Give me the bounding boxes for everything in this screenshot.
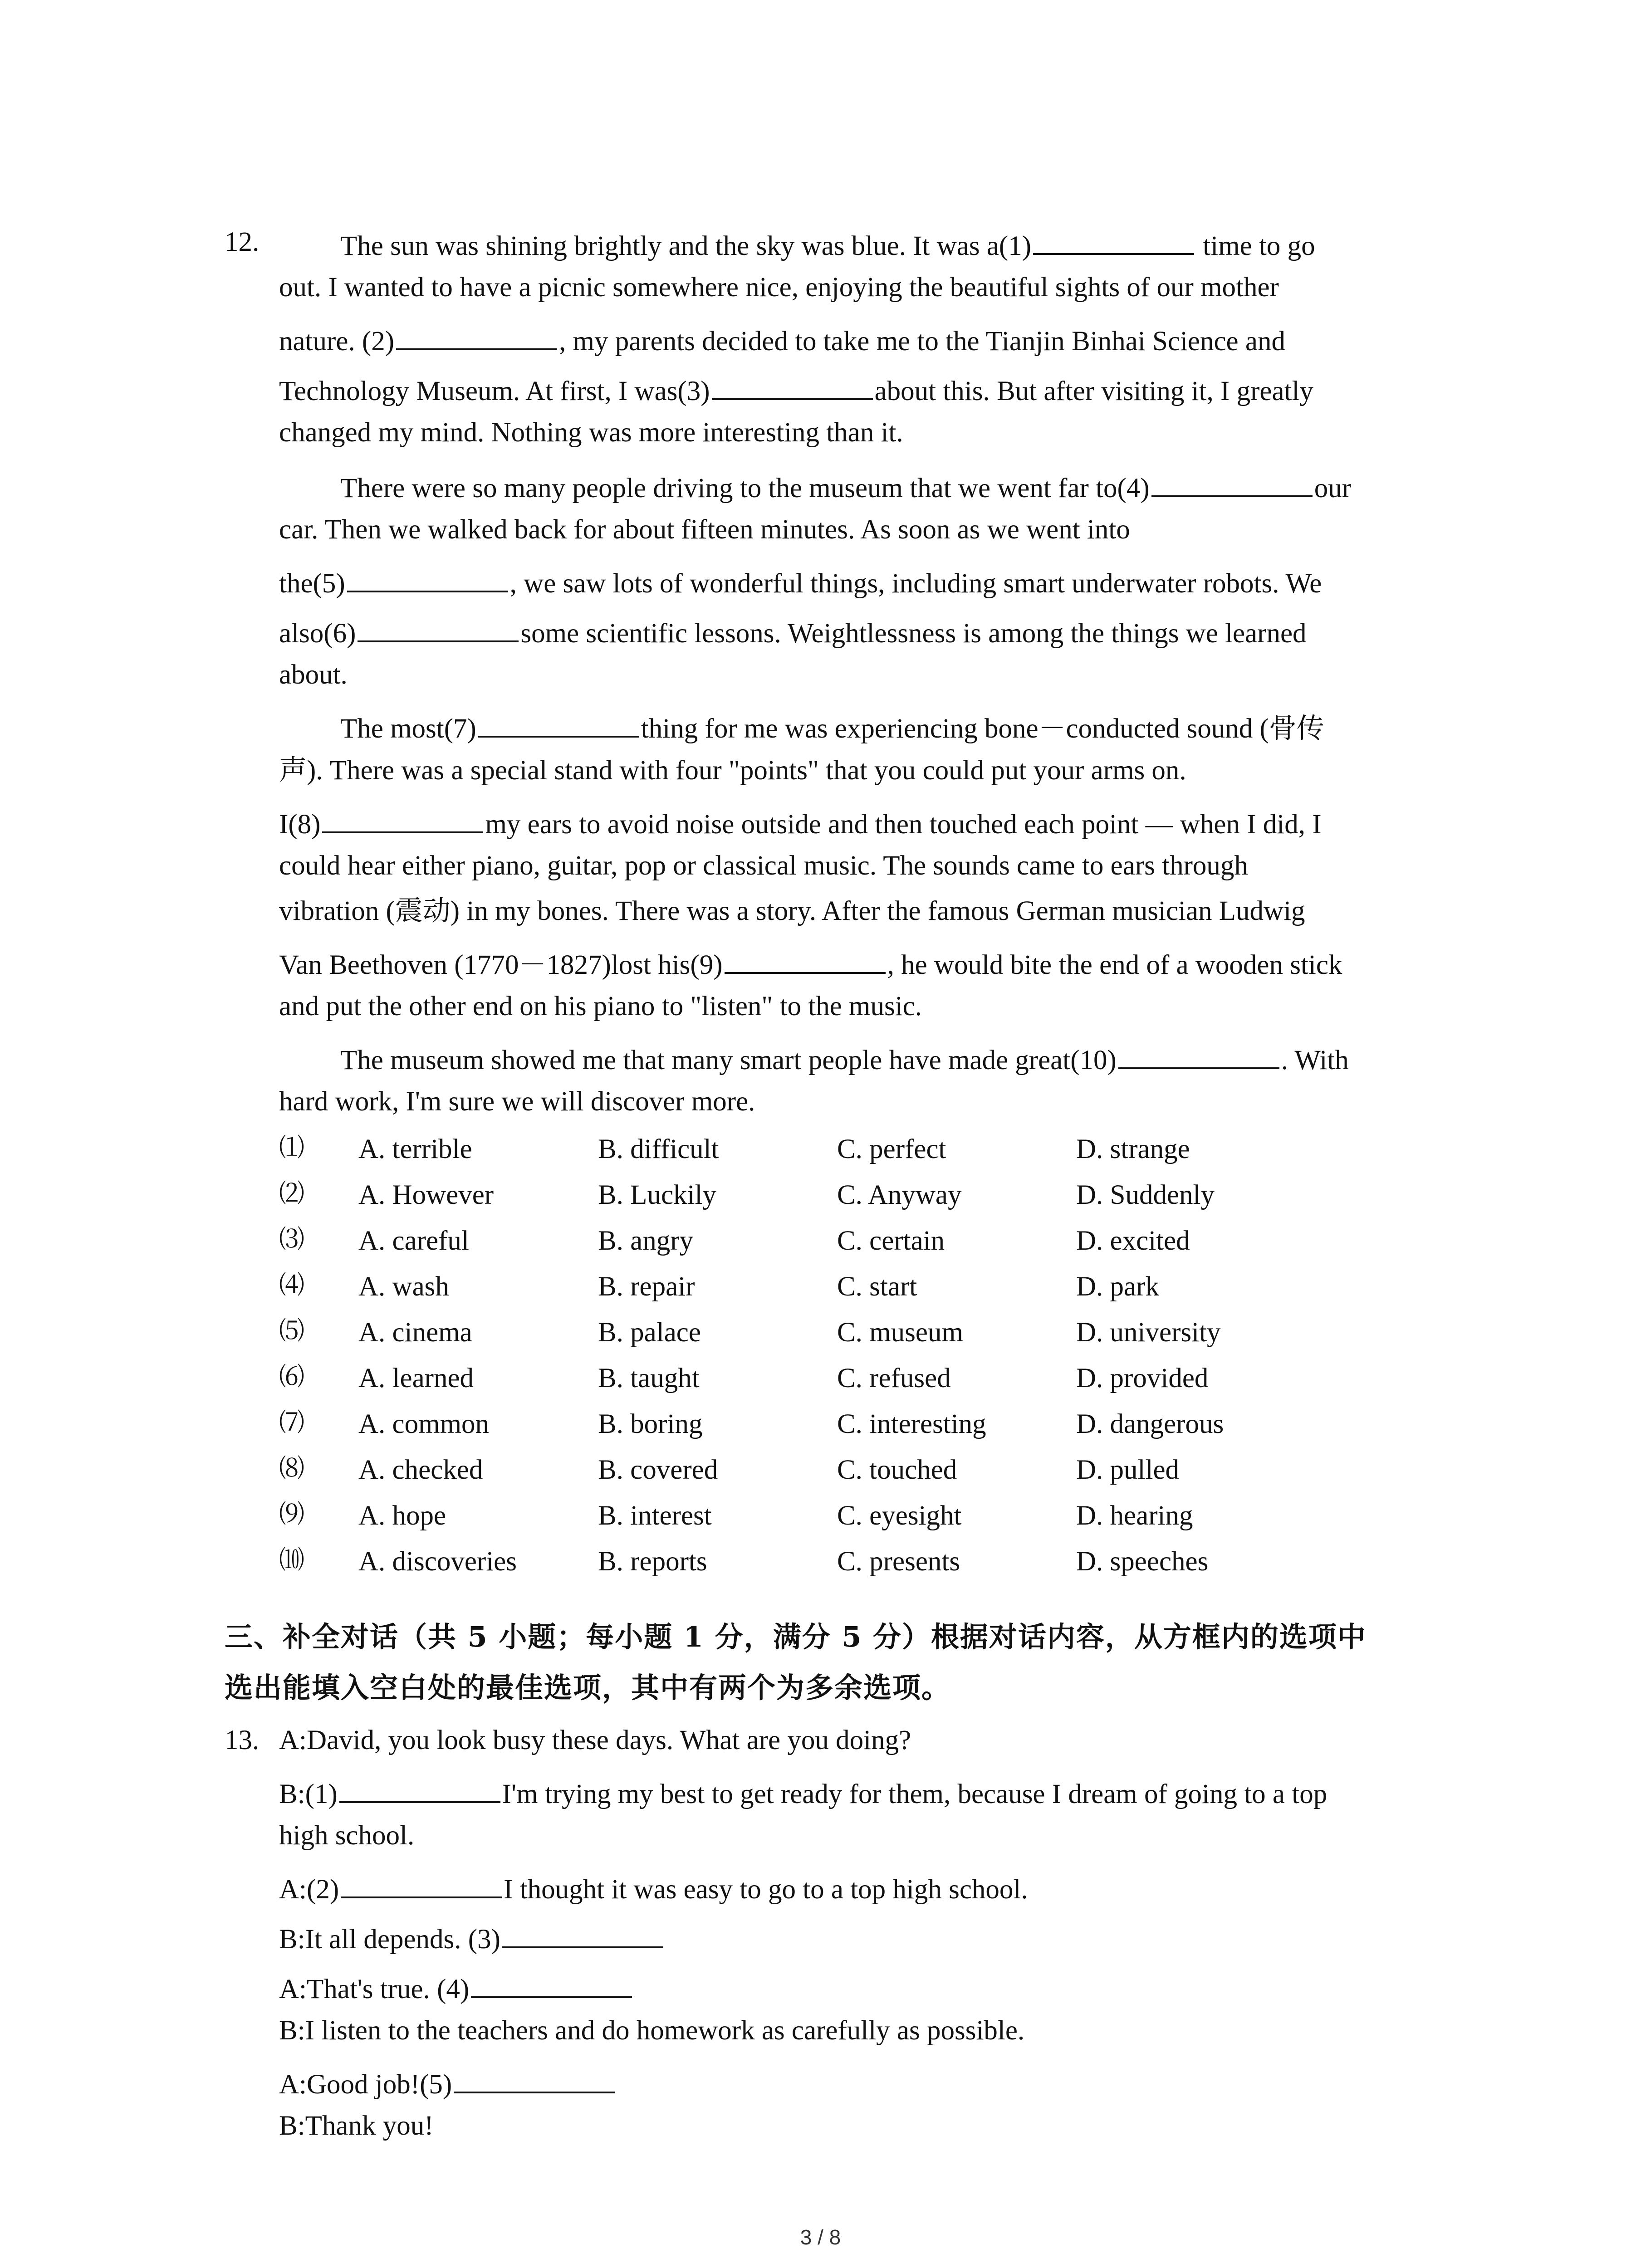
option-c[interactable]: C. start	[837, 1271, 917, 1302]
option-number: ⑹	[279, 1363, 304, 1391]
dialogue-line: A:(2) I thought it was easy to go to a top high school.	[279, 1872, 1028, 1903]
answer-blank[interactable]	[454, 2067, 615, 2093]
option-b[interactable]: B. interest	[598, 1501, 712, 1531]
answer-blank[interactable]	[358, 616, 519, 642]
passage-line: There were so many people driving to the museum that we went far to(4) our	[340, 470, 1351, 502]
answer-blank[interactable]	[1151, 470, 1313, 497]
dialogue-line: A:David, you look busy these days. What are you doing?	[279, 1725, 911, 1755]
passage-line: and put the other end on his piano to "listen" to the music.	[279, 991, 922, 1022]
passage-line: Van Beethoven (1770－1827)lost his(9) , he would bite the end of a wooden stick	[279, 947, 1342, 979]
option-b[interactable]: B. repair	[598, 1271, 695, 1302]
answer-blank[interactable]	[1118, 1042, 1279, 1069]
option-d[interactable]: D. strange	[1076, 1134, 1190, 1164]
passage-line: also(6) some scientific lessons. Weightlessness is among the things we learned	[279, 616, 1307, 647]
option-b[interactable]: B. boring	[598, 1409, 703, 1439]
option-number: ⑼	[279, 1501, 304, 1529]
option-number: ⑷	[279, 1271, 304, 1300]
dialogue-line: B:(1) I'm trying my best to get ready for them, because I dream of going to a top	[279, 1776, 1327, 1808]
option-d[interactable]: D. university	[1076, 1317, 1221, 1348]
dialogue-line: B:Thank you!	[279, 2111, 434, 2141]
option-number: ⑺	[279, 1409, 304, 1437]
answer-blank[interactable]	[322, 807, 483, 833]
option-a[interactable]: A. hope	[358, 1501, 446, 1531]
option-c[interactable]: C. presents	[837, 1546, 960, 1577]
passage-line: nature. (2) , my parents decided to take me to the Tianjin Binhai Science and	[279, 323, 1285, 355]
option-d[interactable]: D. dangerous	[1076, 1409, 1224, 1439]
passage-line: 声). There was a special stand with four "points" that you could put your arms on.	[279, 755, 1186, 786]
option-c[interactable]: C. refused	[837, 1363, 951, 1393]
option-a[interactable]: A. checked	[358, 1455, 483, 1485]
option-b[interactable]: B. reports	[598, 1546, 707, 1577]
option-c[interactable]: C. touched	[837, 1455, 957, 1485]
option-d[interactable]: D. pulled	[1076, 1455, 1180, 1485]
option-b[interactable]: B. taught	[598, 1363, 700, 1393]
option-d[interactable]: D. hearing	[1076, 1501, 1193, 1531]
passage-line: Technology Museum. At first, I was(3) about this. But after visiting it, I greatly	[279, 373, 1313, 405]
answer-blank[interactable]	[478, 711, 639, 738]
question-13-number: 13.	[225, 1725, 260, 1755]
option-number: ⑶	[279, 1226, 304, 1254]
passage-line: about.	[279, 660, 348, 690]
section-instructions: 选出能填入空白处的最佳选项，其中有两个为多余选项。	[225, 1671, 951, 1704]
option-d[interactable]: D. speeches	[1076, 1546, 1209, 1577]
option-number: ⑽	[279, 1546, 304, 1574]
option-b[interactable]: B. covered	[598, 1455, 718, 1485]
passage-line: changed my mind. Nothing was more interesting than it.	[279, 417, 903, 448]
dialogue-line: B:It all depends. (3)	[279, 1921, 665, 1953]
passage-line: the(5) , we saw lots of wonderful things, including smart underwater robots. We	[279, 566, 1322, 597]
section-heading: 三、补全对话（共 5 小题；每小题 1 分，满分 5 分）根据对话内容，从方框内的选项中	[225, 1620, 1367, 1653]
option-number: ⑴	[279, 1134, 304, 1162]
dialogue-line: A:Good job!(5)	[279, 2067, 617, 2098]
option-d[interactable]: D. park	[1076, 1271, 1159, 1302]
answer-blank[interactable]	[341, 1872, 502, 1898]
dialogue-line: A:That's true. (4)	[279, 1971, 634, 2003]
option-b[interactable]: B. palace	[598, 1317, 701, 1348]
option-number: ⑻	[279, 1455, 304, 1483]
option-c[interactable]: C. perfect	[837, 1134, 946, 1164]
passage-line: The most(7) thing for me was experiencing bone－conducted sound (骨传	[340, 711, 1324, 743]
question-12-number: 12.	[225, 227, 260, 257]
passage-line: The museum showed me that many smart people have made great(10) . With	[340, 1042, 1349, 1074]
option-c[interactable]: C. certain	[837, 1226, 945, 1256]
option-number: ⑵	[279, 1180, 304, 1208]
passage-line: I(8) my ears to avoid noise outside and then touched each point — when I did, I	[279, 807, 1322, 838]
passage-line: The sun was shining brightly and the sky was blue. It was a(1) time to go	[340, 228, 1315, 260]
option-a[interactable]: A. careful	[358, 1226, 469, 1256]
passage-line: hard work, I'm sure we will discover more.	[279, 1086, 755, 1117]
page-number: 3 / 8	[800, 2225, 841, 2249]
option-b[interactable]: B. angry	[598, 1226, 694, 1256]
answer-blank[interactable]	[712, 373, 873, 400]
passage-line: car. Then we walked back for about fifteen minutes. As soon as we went into	[279, 514, 1130, 545]
option-c[interactable]: C. interesting	[837, 1409, 986, 1439]
option-d[interactable]: D. Suddenly	[1076, 1180, 1215, 1210]
answer-blank[interactable]	[396, 323, 557, 350]
option-a[interactable]: A. However	[358, 1180, 494, 1210]
answer-blank[interactable]	[725, 947, 886, 974]
dialogue-line: high school.	[279, 1820, 415, 1851]
option-d[interactable]: D. excited	[1076, 1226, 1190, 1256]
answer-blank[interactable]	[339, 1776, 500, 1803]
dialogue-line: B:I listen to the teachers and do homework as carefully as possible.	[279, 2015, 1025, 2046]
passage-line: out. I wanted to have a picnic somewhere nice, enjoying the beautiful sights of our mother	[279, 272, 1279, 303]
option-a[interactable]: A. terrible	[358, 1134, 472, 1164]
option-d[interactable]: D. provided	[1076, 1363, 1209, 1393]
option-a[interactable]: A. cinema	[358, 1317, 472, 1348]
option-b[interactable]: B. difficult	[598, 1134, 719, 1164]
option-a[interactable]: A. learned	[358, 1363, 474, 1393]
answer-blank[interactable]	[1033, 228, 1194, 255]
answer-blank[interactable]	[471, 1971, 632, 1998]
option-a[interactable]: A. discoveries	[358, 1546, 517, 1577]
passage-line: vibration (震动) in my bones. There was a story. After the famous German musician Ludwig	[279, 896, 1305, 926]
answer-blank[interactable]	[347, 566, 508, 592]
option-c[interactable]: C. eyesight	[837, 1501, 962, 1531]
option-c[interactable]: C. museum	[837, 1317, 963, 1348]
option-c[interactable]: C. Anyway	[837, 1180, 962, 1210]
passage-line: could hear either piano, guitar, pop or classical music. The sounds came to ears through	[279, 850, 1248, 881]
answer-blank[interactable]	[502, 1921, 663, 1948]
option-b[interactable]: B. Luckily	[598, 1180, 716, 1210]
option-number: ⑸	[279, 1317, 304, 1345]
option-a[interactable]: A. common	[358, 1409, 490, 1439]
option-a[interactable]: A. wash	[358, 1271, 449, 1302]
